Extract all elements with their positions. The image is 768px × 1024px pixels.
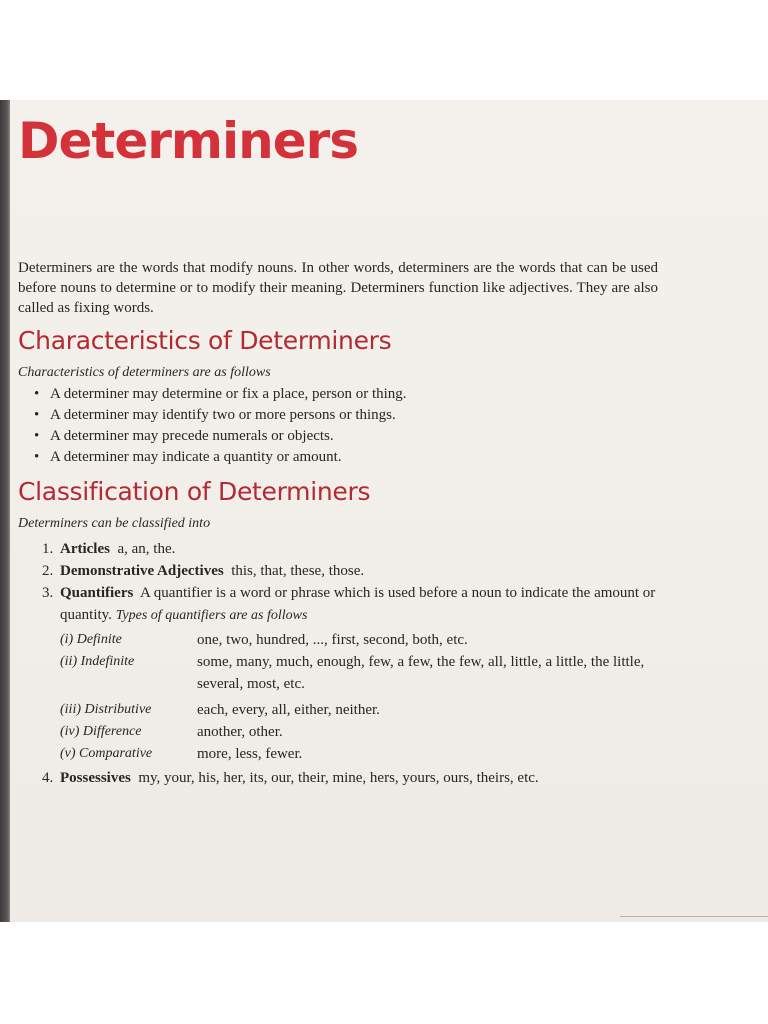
list-item-articles (42, 538, 672, 560)
quantifier-type-examples: each, every, all, either, neither. (197, 702, 380, 718)
characteristics-heading: Characteristics of Determiners (18, 326, 392, 355)
item-number: 3. (42, 585, 54, 601)
quantifier-type-label: (ii) Indefinite (60, 654, 135, 669)
characteristics-lead: Characteristics of determiners are as follows (18, 365, 271, 380)
quantifier-type-label: (iv) Difference (60, 724, 142, 739)
quantifier-type-label: (i) Definite (60, 632, 122, 647)
list-item: • A determiner may identify two or more persons or things. (32, 405, 407, 426)
classification-lead: Determiners can be classified into (18, 516, 211, 531)
item-description: a, an, the. (117, 541, 176, 557)
list-item: • A determiner may determine or fix a place, person or thing. (32, 384, 407, 405)
item-number: 1. (42, 541, 54, 557)
list-item: • A determiner may indicate a quantity or amount. (32, 447, 407, 468)
quantifier-type-examples: another, other. (197, 724, 283, 740)
quantifier-type-examples: more, less, fewer. (197, 746, 303, 762)
list-item-possessives (42, 767, 672, 789)
item-number: 2. (42, 563, 54, 579)
list-item-demonstrative (42, 560, 672, 582)
book-spine-edge (0, 100, 10, 922)
item-description: my, your, his, her, its, our, their, mine, hers, yours, ours, theirs, etc. (138, 770, 539, 786)
book-page (0, 100, 768, 922)
item-description: this, that, these, those. (231, 563, 365, 579)
list-item: • A determiner may precede numerals or objects. (32, 426, 407, 447)
item-number: 4. (42, 770, 54, 786)
table-row (60, 721, 672, 743)
list-item-quantifiers (42, 582, 672, 627)
classification-list (42, 538, 672, 789)
quantifier-type-label: (iii) Distributive (60, 702, 152, 717)
quantifier-type-examples: one, two, hundred, ..., first, second, both, etc. (197, 632, 468, 648)
item-term: Demonstrative Adjectives (60, 563, 224, 579)
characteristics-list (32, 384, 407, 468)
table-row (60, 743, 672, 765)
quantifier-type-examples: some, many, much, enough, few, a few, the few, all, little, a little, the little, several, most, etc. (197, 654, 645, 692)
table-row (60, 699, 672, 721)
page-divider-line (620, 916, 768, 917)
table-row (60, 651, 672, 695)
item-term: Possessives (60, 770, 131, 786)
item-term: Quantifiers (60, 585, 134, 601)
classification-heading: Classification of Determiners (18, 477, 371, 506)
intro-paragraph: Determiners are the words that modify nouns. In other words, determiners are the words that can be used before nouns to determine or to modify their meaning. Determiners function like adjectives. They are also called as fixing words. (18, 260, 658, 316)
page-title: Determiners (18, 112, 359, 170)
item-term: Articles (60, 541, 110, 557)
item-description: A quantifier is a word or phrase which is used before a noun to indicate the amount or quantity. (60, 585, 656, 623)
quantifier-type-label: (v) Comparative (60, 746, 153, 761)
table-row (60, 629, 672, 651)
quantifier-types-lead: Types of quantifiers are as follows (115, 608, 308, 623)
quantifier-types-table (60, 629, 672, 765)
